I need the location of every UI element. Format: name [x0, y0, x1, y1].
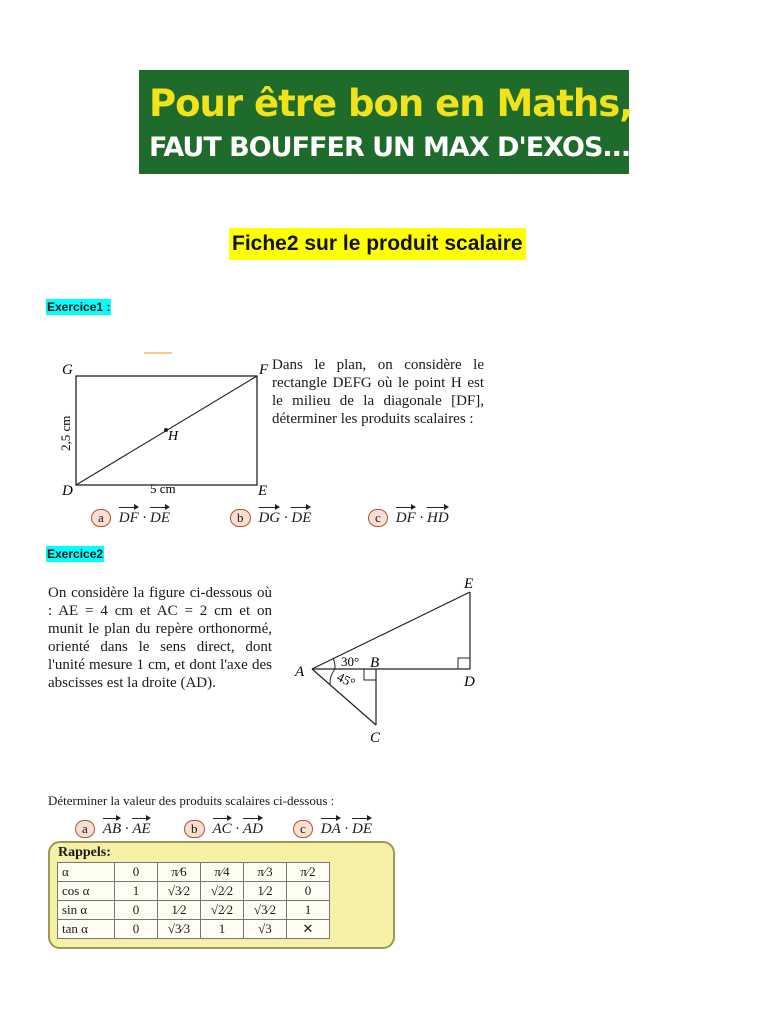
table-cell: sin α	[58, 901, 115, 920]
table-row	[58, 863, 330, 882]
table-cell: √3	[244, 920, 287, 939]
label-g: G	[62, 362, 73, 378]
table-cell: √2⁄2	[201, 901, 244, 920]
vector: DF	[119, 504, 139, 527]
table-cell: π⁄2	[287, 863, 330, 882]
side-length-label: 2,5 cm	[58, 415, 73, 451]
banner-line-1: Pour être bon en Maths,	[149, 82, 633, 125]
vector: HD	[427, 504, 449, 527]
angle-45-label: 45°	[334, 669, 358, 691]
ex2-item-a: a AB · AE	[75, 815, 151, 838]
vector: DA	[321, 815, 341, 838]
vector: DF	[396, 504, 416, 527]
vector: DE	[150, 504, 170, 527]
ex1-item-c: c DF · HD	[368, 504, 449, 527]
item-a-badge: a	[75, 820, 95, 838]
label-e: E	[258, 483, 268, 498]
label-a: A	[295, 664, 305, 680]
table-cell: π⁄4	[201, 863, 244, 882]
label-e: E	[464, 576, 474, 592]
rappels-box	[48, 841, 395, 949]
ex2-item-b: b AC · AD	[184, 815, 263, 838]
table-cell: α	[58, 863, 115, 882]
table-cell: 1	[287, 901, 330, 920]
vector: AB	[103, 815, 121, 838]
table-row	[58, 882, 330, 901]
vector: DG	[259, 504, 281, 527]
ex2-item-c: c DA · DE	[293, 815, 372, 838]
exercise-2-question: Déterminer la valeur des produits scalaires ci-dessous :	[48, 793, 335, 808]
exercise-1-label: Exercice1 :	[47, 300, 111, 314]
table-row	[58, 920, 330, 939]
exercise-2-text: On considère la figure ci-dessous où : AE = 4 cm et AC = 2 cm et on munit le plan du repère orthonormé, orienté dans le sens direct, dont l'unité mesure 1 cm, et dont l'axe des abscisses est la droite (AD).	[48, 585, 272, 691]
table-cell: ✕	[287, 920, 330, 939]
vector: DE	[352, 815, 372, 838]
table-cell: √3⁄3	[158, 920, 201, 939]
ex1-item-a: a DF · DE	[91, 504, 170, 527]
label-h: H	[168, 429, 179, 444]
rectangle-figure	[50, 348, 280, 498]
table-cell: √3⁄2	[244, 901, 287, 920]
table-cell: √2⁄2	[201, 882, 244, 901]
table-cell: 1	[115, 882, 158, 901]
trig-values-table	[57, 862, 330, 939]
table-cell: 1⁄2	[158, 901, 201, 920]
vector: AC	[213, 815, 232, 838]
banner-image	[139, 70, 633, 174]
item-a-badge: a	[91, 509, 111, 527]
label-d: D	[62, 483, 73, 498]
vector: AE	[132, 815, 150, 838]
item-c-badge: c	[368, 509, 388, 527]
angle-30-label: 30°	[341, 654, 360, 669]
item-c-badge: c	[293, 820, 313, 838]
ex1-item-b: b DG · DE	[230, 504, 311, 527]
item-b-badge: b	[184, 820, 205, 838]
table-cell: π⁄6	[158, 863, 201, 882]
table-cell: 1	[201, 920, 244, 939]
table-cell: cos α	[58, 882, 115, 901]
table-cell: 1⁄2	[244, 882, 287, 901]
table-cell: √3⁄2	[158, 882, 201, 901]
label-b: B	[370, 655, 380, 671]
table-cell: 0	[115, 901, 158, 920]
exercise-1-text: Dans le plan, on considère le rectangle DEFG où le point H est le milieu de la diagonale [DF], déterminer les produits scalaires :	[272, 357, 484, 427]
vector: AD	[243, 815, 263, 838]
table-cell: 0	[115, 863, 158, 882]
page-title: Fiche2 sur le produit scalaire	[229, 228, 526, 260]
table-cell: 0	[115, 920, 158, 939]
triangle-figure	[290, 572, 490, 748]
table-row	[58, 901, 330, 920]
item-b-badge: b	[230, 509, 251, 527]
table-cell: π⁄3	[244, 863, 287, 882]
banner-line-2: FAUT BOUFFER UN MAX D'EXOS...	[149, 132, 631, 163]
table-cell: 0	[287, 882, 330, 901]
table-cell: tan α	[58, 920, 115, 939]
label-d: D	[464, 674, 475, 690]
label-c: C	[370, 730, 381, 746]
rappels-title: Rappels:	[58, 845, 111, 860]
bottom-length-label: 5 cm	[150, 481, 176, 496]
vector: DE	[291, 504, 311, 527]
label-f: F	[259, 362, 269, 378]
exercise-2-label: Exercice2	[47, 547, 104, 561]
